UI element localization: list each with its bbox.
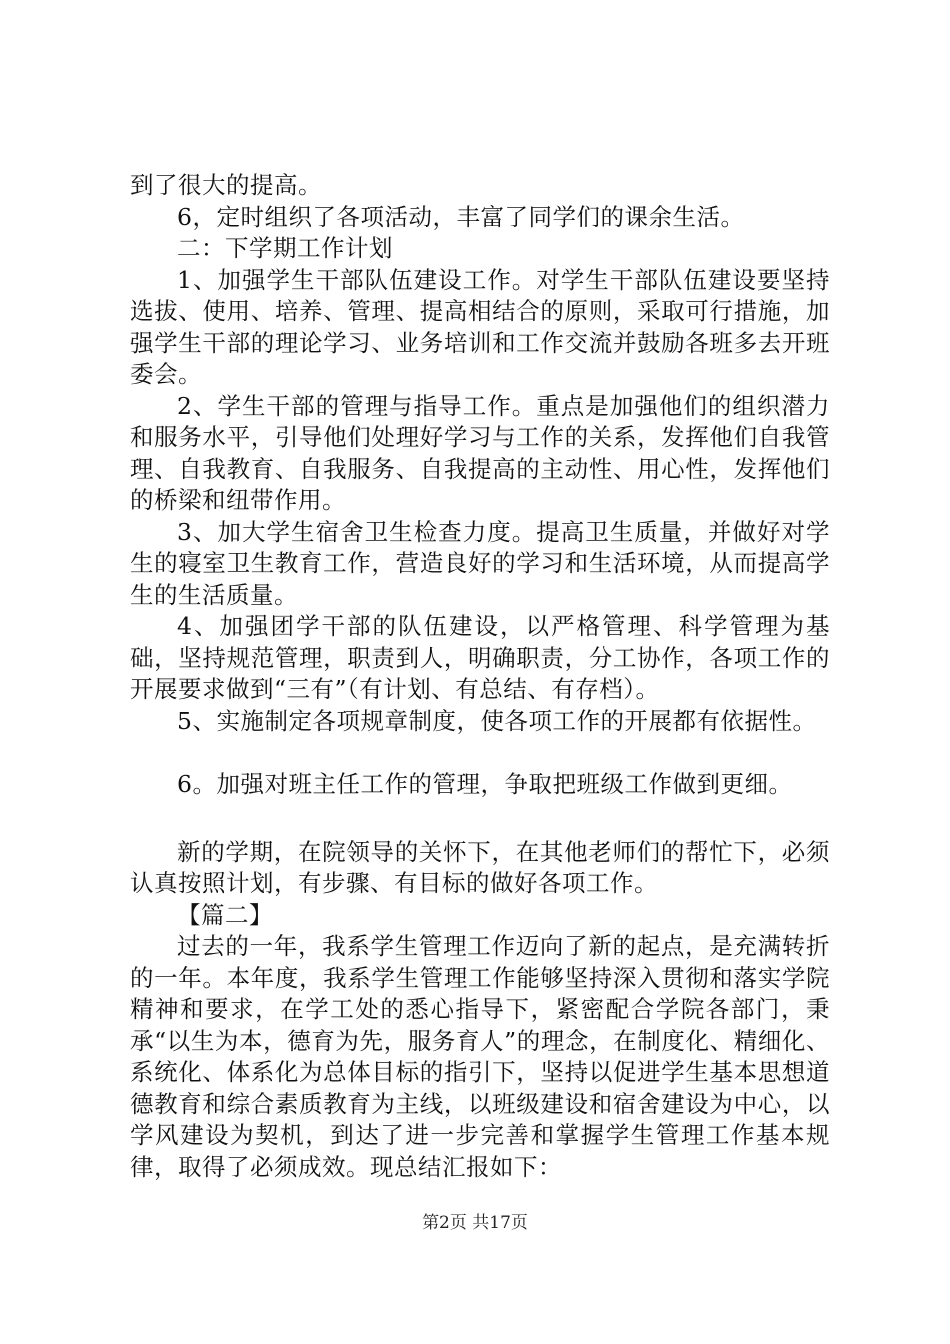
paragraph-item-6-activities: 6，定时组织了各项活动，丰富了同学们的课余生活。	[177, 202, 745, 231]
paragraph-part-two-intro: 过去的一年，我系学生管理工作迈向了新的起点，是充满转折的一年。本年度，我系学生管理工作能够坚持深入贯彻和落实学院精神和要求，在学工处的悉心指导下，紧密配合学院各部门，秉承“以生为本，德育为先，服务育人”的理念，在制度化、精细化、系统化、体系化为总体目标的指引下，坚持以促进学生基本思想道德教育和综合素质教育为主线，以班级建设和宿舍建设为中心，以学风建设为契机，到达了进一步完善和掌握学生管理工作基本规律，取得了必须成效。现总结汇报如下：	[130, 932, 830, 1181]
paragraph-plan-item-5: 5、实施制定各项规章制度，使各项工作的开展都有依据性。	[177, 706, 817, 735]
paragraph-plan-item-2: 2、学生干部的管理与指导工作。重点是加强他们的组织潜力和服务水平，引导他们处理好学习与工作的关系，发挥他们自我管理、自我教育、自我服务、自我提高的主动性、用心性，发挥他们的桥梁和纽带作用。	[130, 391, 830, 514]
paragraph-continuation: 到了很大的提高。	[130, 171, 322, 199]
section-heading-next-term-plan: 二：下学期工作计划	[177, 234, 393, 262]
paragraph-plan-item-1: 1、加强学生干部队伍建设工作。对学生干部队伍建设要坚持选拔、使用、培养、管理、提高相结合的原则，采取可行措施，加强学生干部的理论学习、业务培训和工作交流并鼓励各班多去开班委会。	[130, 265, 830, 388]
page-number-footer: 第2页 共17页	[422, 1213, 528, 1233]
document-body	[130, 170, 830, 1183]
paragraph-closing: 新的学期，在院领导的关怀下，在其他老师们的帮忙下，必须认真按照计划，有步骤、有目标的做好各项工作。	[130, 837, 830, 897]
paragraph-plan-item-4: 4、加强团学干部的队伍建设，以严格管理、科学管理为基础，坚持规范管理，职责到人，明确职责，分工协作，各项工作的开展要求做到“三有”（有计划、有总结、有存档）。	[130, 612, 830, 703]
section-heading-part-two: 【篇二】	[177, 900, 273, 929]
paragraph-plan-item-3: 3、加大学生宿舍卫生检查力度。提高卫生质量，并做好对学生的寝室卫生教育工作，营造良好的学习和生活环境，从而提高学生的生活质量。	[130, 517, 830, 609]
paragraph-plan-item-6: 6。加强对班主任工作的管理，争取把班级工作做到更细。	[177, 770, 793, 798]
